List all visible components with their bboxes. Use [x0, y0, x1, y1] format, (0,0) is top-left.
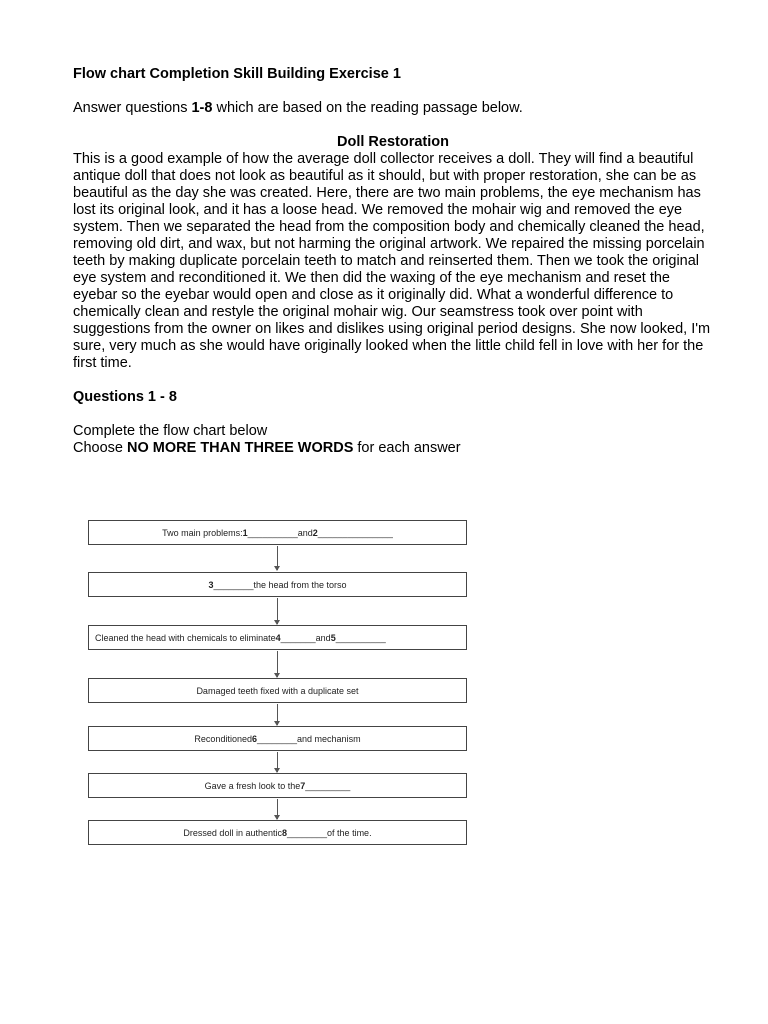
flow-arrow [277, 651, 278, 677]
exercise-title: Flow chart Completion Skill Building Exercise 1 [73, 66, 401, 82]
flow-step-4 [88, 678, 467, 703]
answer-blank-8[interactable]: ________ [287, 827, 328, 838]
reading-passage: This is a good example of how the average doll collector receives a doll. They will find a beautiful antique doll that does not look as beautiful as it should, but with proper restoration, she can be as beautiful as the day she was created. Here, there are two main problems, the eye mechanism has lost its original look, and it has a loose head. We removed the mohair wig and removed the eye system. Then we separated the head from the composition body and chemically cleaned the head, removing old dirt, and wax, but not harming the original artwork. We repaired the missing porcelain teeth by making duplicate porcelain teeth to match and reinserted them. Then we took the original eye system and reconditioned it. We then did the waxing of the eye mechanism and reset the eyebar so the eyebar would open and close as it originally did. What a wonderful difference to chemically clean and restyle the original mohair wig. Our seamstress took over point with suggestions from the owner on likes and dislikes using original period designs. She now looked, I'm sure, very much as she would have originally looked when the little child fell in love with her for the first time. [73, 151, 711, 371]
step-text: and [315, 632, 331, 643]
answer-blank-2[interactable]: _______________ [317, 527, 393, 538]
step-text: Reconditioned [194, 733, 252, 744]
flow-step-2 [88, 572, 467, 597]
flow-chart [88, 520, 467, 845]
step-text: and [297, 527, 313, 538]
step-text: of the time. [327, 827, 372, 838]
questions-heading: Questions 1 - 8 [73, 389, 177, 405]
answer-blank-6[interactable]: ________ [256, 733, 298, 744]
step-text: Gave a fresh look to the [204, 780, 301, 791]
word-limit: NO MORE THAN THREE WORDS [127, 440, 354, 456]
step-text: and mechanism [297, 733, 361, 744]
flow-arrow [277, 752, 278, 772]
step-text: Dressed doll in authentic [183, 827, 282, 838]
instruction-text-before: Answer questions [73, 100, 192, 116]
question-number-4: 4 [275, 632, 281, 643]
flow-arrow [277, 598, 278, 624]
flow-step-5 [88, 726, 467, 751]
choose-instruction [73, 440, 713, 457]
instruction-line [73, 100, 713, 117]
question-number-6: 6 [251, 733, 257, 744]
question-number-8: 8 [281, 827, 287, 838]
answer-blank-7[interactable]: _________ [305, 780, 351, 791]
instruction-text-after: which are based on the reading passage below. [212, 100, 523, 116]
step-text: Damaged teeth fixed with a duplicate set [196, 685, 359, 696]
flow-step-7 [88, 820, 467, 845]
flow-arrow [277, 546, 278, 570]
question-number-1: 1 [242, 527, 248, 538]
step-text: Two main problems: [162, 527, 243, 538]
answer-blank-1[interactable]: __________ [247, 527, 298, 538]
passage-title: Doll Restoration [337, 134, 449, 150]
choose-text-before: Choose [73, 440, 128, 456]
question-number-3: 3 [208, 579, 214, 590]
answer-blank-5[interactable]: __________ [335, 632, 386, 643]
choose-text-after: for each answer [353, 440, 461, 456]
step-text: Cleaned the head with chemicals to eliminate [95, 632, 276, 643]
question-number-7: 7 [300, 780, 306, 791]
answer-blank-3[interactable]: ________ [213, 579, 254, 590]
step-text: the head from the torso [253, 579, 347, 590]
document-page [73, 66, 713, 457]
question-number-5: 5 [330, 632, 336, 643]
flow-step-3 [88, 625, 467, 650]
answer-blank-4[interactable]: _______ [280, 632, 316, 643]
flow-step-1 [88, 520, 467, 545]
instruction-range: 1-8 [191, 100, 213, 116]
complete-instruction: Complete the flow chart below [73, 423, 268, 439]
flow-arrow [277, 799, 278, 819]
flow-arrow [277, 704, 278, 725]
question-number-2: 2 [312, 527, 318, 538]
flow-step-6 [88, 773, 467, 798]
